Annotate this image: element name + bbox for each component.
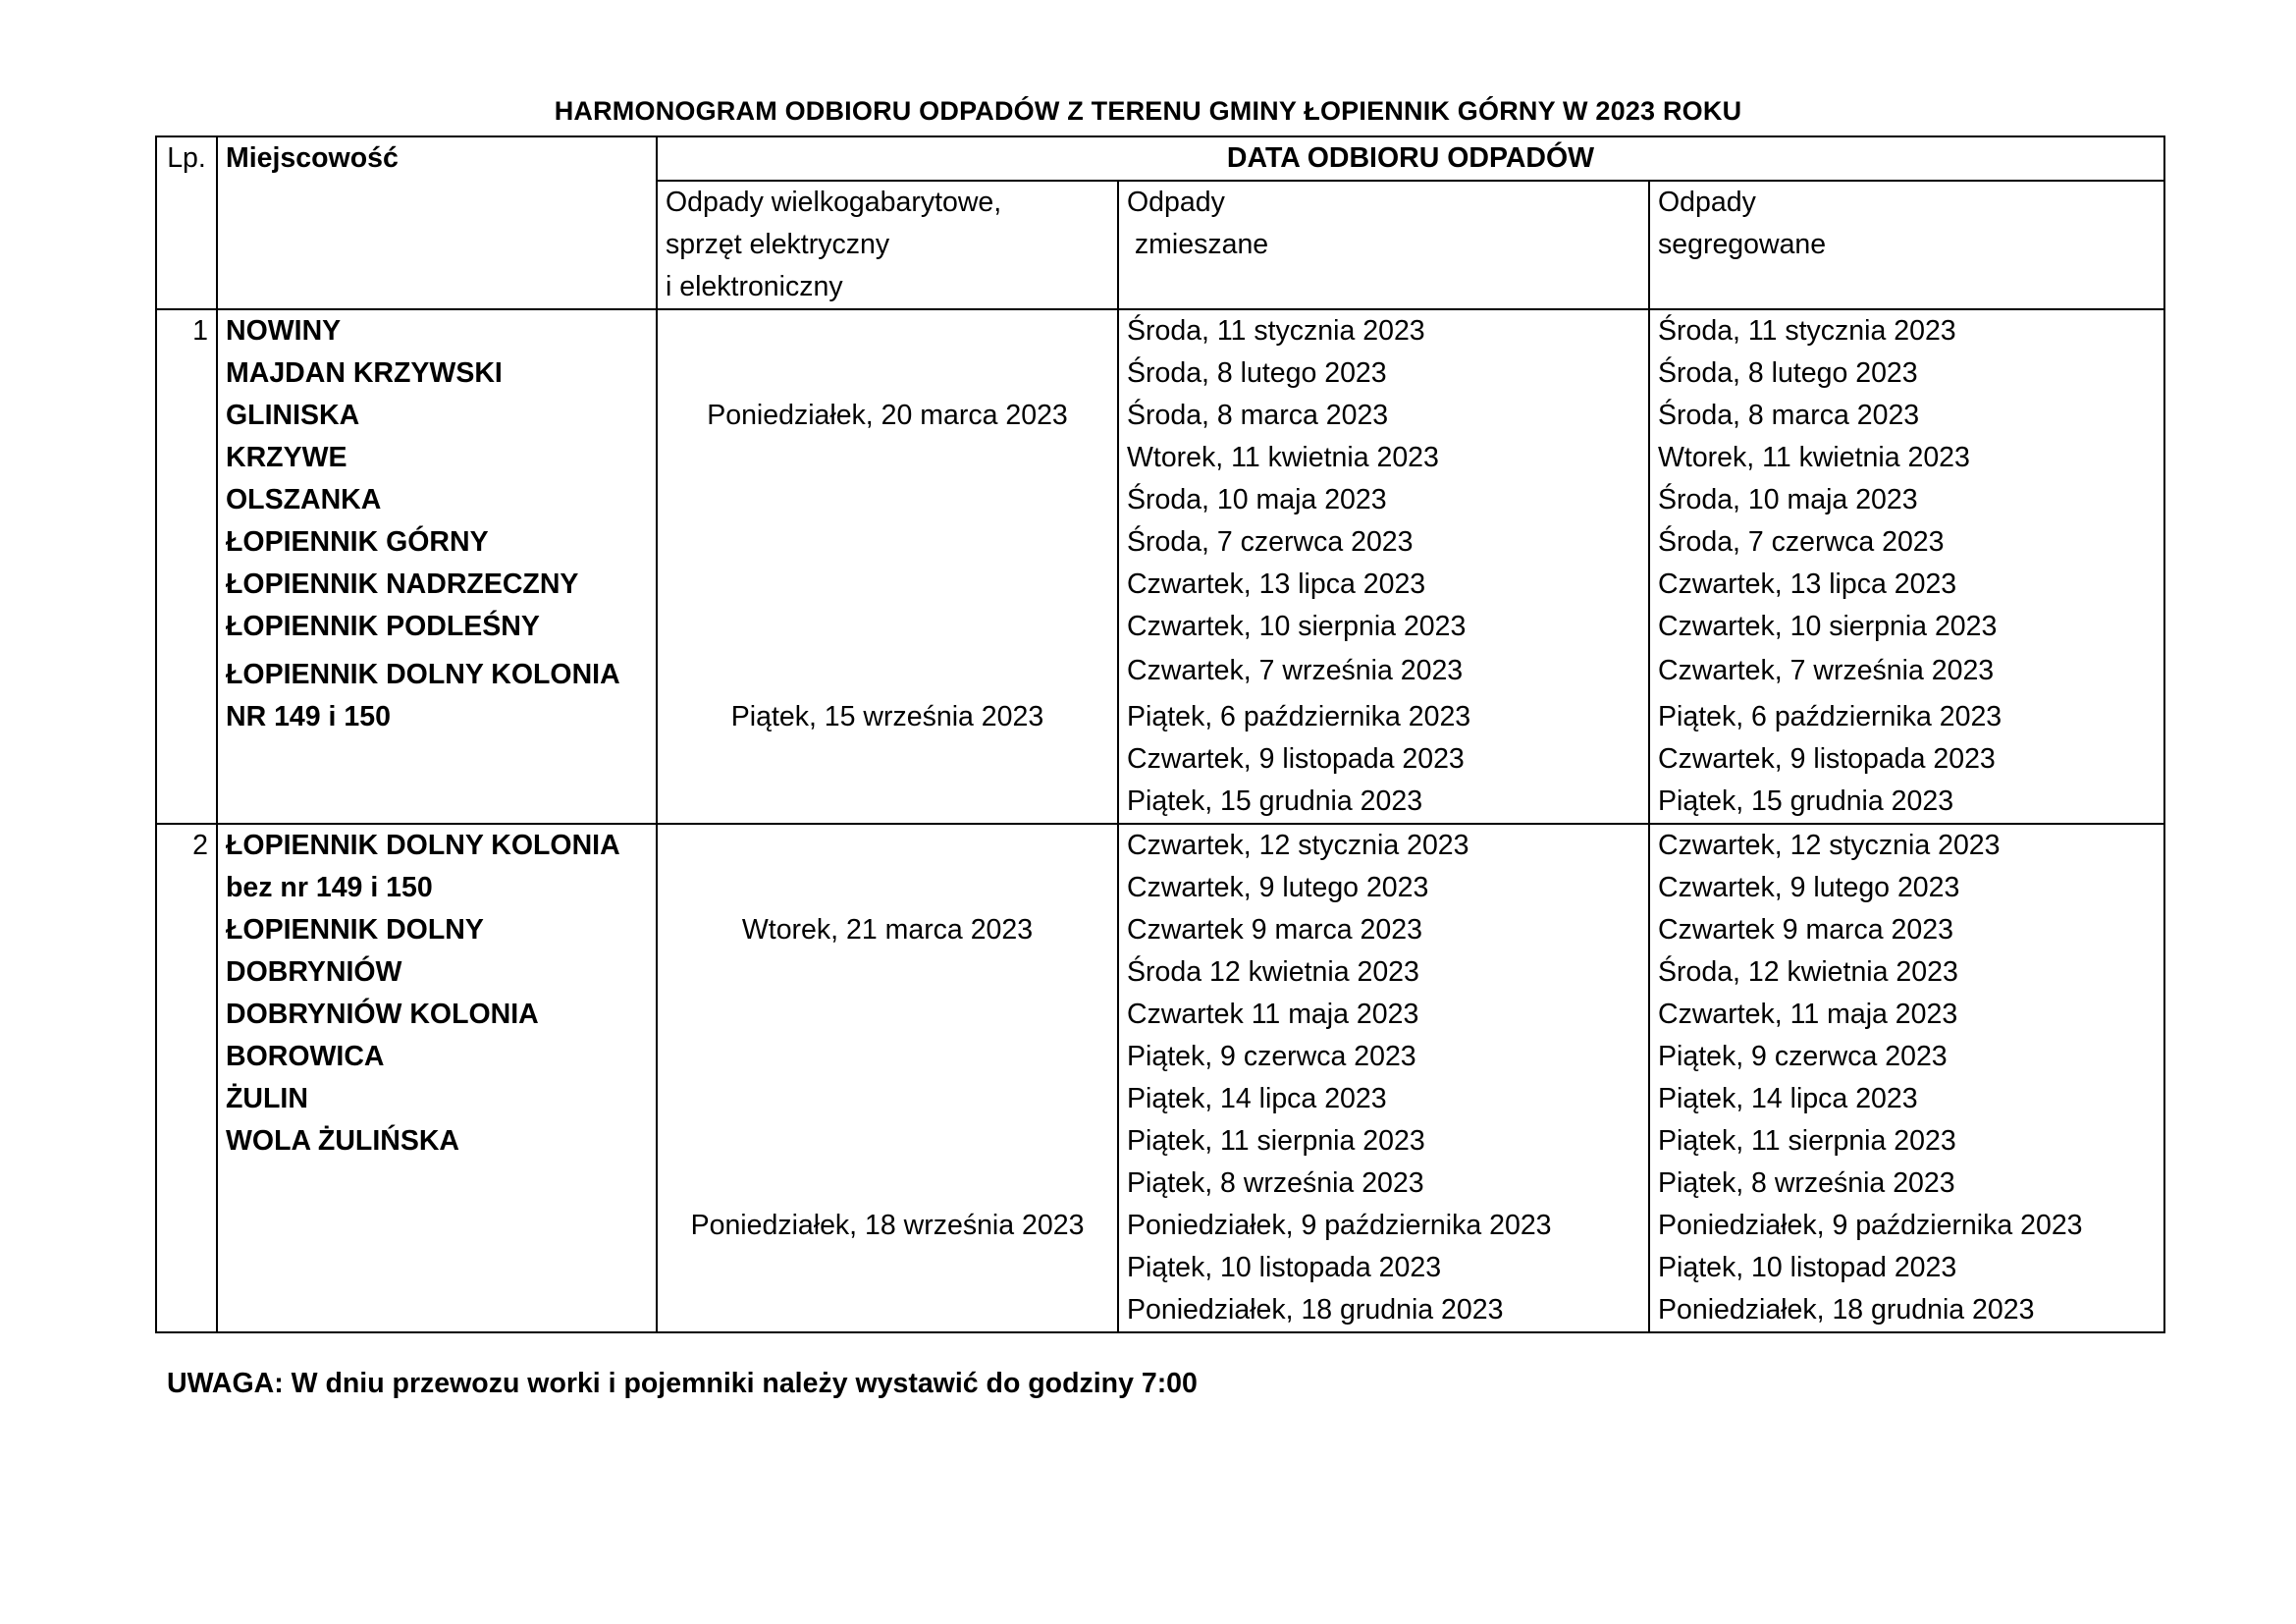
header-line: i elektroniczny — [666, 271, 843, 302]
mixed-date: Piątek, 10 listopada 2023 — [1127, 1252, 1442, 1283]
segregated-date: Piątek, 15 grudnia 2023 — [1658, 785, 1954, 817]
header-line: Odpady wielkogabarytowe, — [666, 187, 1002, 218]
mixed-date: Środa 12 kwietnia 2023 — [1127, 956, 1419, 988]
segregated-date: Czwartek, 11 maja 2023 — [1658, 999, 1958, 1030]
schedule-table — [155, 135, 2165, 1333]
mixed-date: Poniedziałek, 9 października 2023 — [1127, 1210, 1552, 1241]
bulky-dates-cell — [657, 309, 1118, 824]
mixed-dates-cell — [1118, 309, 1649, 824]
mixed-date: Piątek, 11 sierpnia 2023 — [1127, 1125, 1425, 1157]
place-name: ŁOPIENNIK GÓRNY — [226, 526, 489, 558]
segregated-date: Czwartek, 7 września 2023 — [1658, 655, 1995, 686]
place-name: GLINISKA — [226, 400, 360, 431]
places-cell — [217, 824, 657, 1332]
bulky-waste-header — [657, 181, 1118, 309]
place-name: NR 149 i 150 — [226, 701, 391, 732]
mixed-date: Czwartek, 7 września 2023 — [1127, 655, 1464, 686]
segregated-date: Środa, 8 marca 2023 — [1658, 400, 1920, 431]
header-line: sprzęt elektryczny — [666, 229, 890, 260]
header-line: Odpady — [1127, 187, 1225, 218]
segregated-date: Piątek, 11 sierpnia 2023 — [1658, 1125, 1956, 1157]
segregated-date: Czwartek, 13 lipca 2023 — [1658, 568, 1957, 600]
bulky-dates-cell — [657, 824, 1118, 1332]
segregated-waste-header — [1649, 181, 2164, 309]
segregated-dates-cell — [1649, 309, 2164, 824]
mixed-date: Środa, 7 czerwca 2023 — [1127, 526, 1414, 558]
place-header: Miejscowość — [217, 136, 657, 309]
segregated-date: Czwartek, 9 lutego 2023 — [1658, 872, 1960, 903]
schedule-row — [156, 309, 2164, 824]
mixed-date: Czwartek 9 marca 2023 — [1127, 914, 1422, 946]
header-row-1 — [156, 136, 2164, 181]
place-name: OLSZANKA — [226, 484, 382, 515]
bulky-date: Poniedziałek, 20 marca 2023 — [707, 400, 1068, 431]
header-line: segregowane — [1658, 229, 1827, 260]
place-name: ŁOPIENNIK PODLEŚNY — [226, 611, 540, 642]
segregated-date: Czwartek, 10 sierpnia 2023 — [1658, 611, 1998, 642]
segregated-date: Środa, 10 maja 2023 — [1658, 484, 1918, 515]
place-name: DOBRYNIÓW KOLONIA — [226, 999, 539, 1030]
mixed-date: Piątek, 6 października 2023 — [1127, 701, 1471, 732]
header-line: zmieszane — [1127, 229, 1269, 260]
segregated-date: Czwartek, 12 stycznia 2023 — [1658, 830, 2001, 861]
bulky-date: Poniedziałek, 18 września 2023 — [690, 1210, 1085, 1241]
place-name: KRZYWE — [226, 442, 347, 473]
places-cell — [217, 309, 657, 824]
segregated-date: Poniedziałek, 9 października 2023 — [1658, 1210, 2083, 1241]
segregated-date: Środa, 11 stycznia 2023 — [1658, 315, 1956, 347]
mixed-date: Wtorek, 11 kwietnia 2023 — [1127, 442, 1439, 473]
mixed-date: Piątek, 15 grudnia 2023 — [1127, 785, 1423, 817]
mixed-date: Piątek, 8 września 2023 — [1127, 1167, 1424, 1199]
document-title: HARMONOGRAM ODBIORU ODPADÓW Z TERENU GMINY ŁOPIENNIK GÓRNY W 2023 ROKU — [554, 96, 1742, 126]
segregated-date: Czwartek 9 marca 2023 — [1658, 914, 1953, 946]
mixed-date: Poniedziałek, 18 grudnia 2023 — [1127, 1294, 1504, 1326]
segregated-date: Środa, 12 kwietnia 2023 — [1658, 956, 1958, 988]
mixed-date: Czwartek, 13 lipca 2023 — [1127, 568, 1426, 600]
place-name: bez nr 149 i 150 — [226, 872, 433, 903]
place-name: ŁOPIENNIK NADRZECZNY — [226, 568, 579, 600]
bulky-date: Piątek, 15 września 2023 — [730, 701, 1044, 732]
segregated-date: Piątek, 9 czerwca 2023 — [1658, 1041, 1948, 1072]
place-name: ŻULIN — [226, 1083, 308, 1114]
segregated-date: Wtorek, 11 kwietnia 2023 — [1658, 442, 1970, 473]
schedule-row — [156, 824, 2164, 1332]
segregated-date: Czwartek, 9 listopada 2023 — [1658, 743, 1996, 775]
place-name: NOWINY — [226, 315, 342, 347]
place-name: ŁOPIENNIK DOLNY KOLONIA — [226, 659, 620, 690]
place-name: DOBRYNIÓW — [226, 956, 402, 988]
mixed-dates-cell — [1118, 824, 1649, 1332]
place-name: MAJDAN KRZYWSKI — [226, 357, 503, 389]
place-name: ŁOPIENNIK DOLNY — [226, 914, 484, 946]
mixed-date: Środa, 10 maja 2023 — [1127, 484, 1387, 515]
segregated-date: Piątek, 14 lipca 2023 — [1658, 1083, 1918, 1114]
segregated-dates-cell — [1649, 824, 2164, 1332]
segregated-date: Piątek, 6 października 2023 — [1658, 701, 2002, 732]
segregated-date: Piątek, 10 listopad 2023 — [1658, 1252, 1957, 1283]
bulky-date: Wtorek, 21 marca 2023 — [741, 914, 1034, 946]
mixed-date: Środa, 11 stycznia 2023 — [1127, 315, 1425, 347]
mixed-waste-header — [1118, 181, 1649, 309]
header-line: Odpady — [1658, 187, 1756, 218]
row-number: 2 — [156, 824, 217, 1332]
mixed-date: Czwartek, 12 stycznia 2023 — [1127, 830, 1469, 861]
segregated-date: Środa, 7 czerwca 2023 — [1658, 526, 1945, 558]
segregated-date: Piątek, 8 września 2023 — [1658, 1167, 1955, 1199]
row-number: 1 — [156, 309, 217, 824]
lp-header: Lp. — [156, 136, 217, 309]
place-name: WOLA ŻULIŃSKA — [226, 1125, 459, 1157]
collection-date-header: DATA ODBIORU ODPADÓW — [657, 136, 2164, 181]
mixed-date: Piątek, 9 czerwca 2023 — [1127, 1041, 1416, 1072]
mixed-date: Środa, 8 marca 2023 — [1127, 400, 1389, 431]
place-name: BOROWICA — [226, 1041, 385, 1072]
place-name: ŁOPIENNIK DOLNY KOLONIA — [226, 830, 620, 861]
mixed-date: Czwartek, 10 sierpnia 2023 — [1127, 611, 1467, 642]
segregated-date: Środa, 8 lutego 2023 — [1658, 357, 1918, 389]
mixed-date: Czwartek, 9 listopada 2023 — [1127, 743, 1465, 775]
mixed-date: Piątek, 14 lipca 2023 — [1127, 1083, 1387, 1114]
mixed-date: Czwartek, 9 lutego 2023 — [1127, 872, 1429, 903]
mixed-date: Czwartek 11 maja 2023 — [1127, 999, 1419, 1030]
mixed-date: Środa, 8 lutego 2023 — [1127, 357, 1387, 389]
segregated-date: Poniedziałek, 18 grudnia 2023 — [1658, 1294, 2035, 1326]
notice-text: UWAGA: W dniu przewozu worki i pojemniki należy wystawić do godziny 7:00 — [167, 1368, 1198, 1399]
